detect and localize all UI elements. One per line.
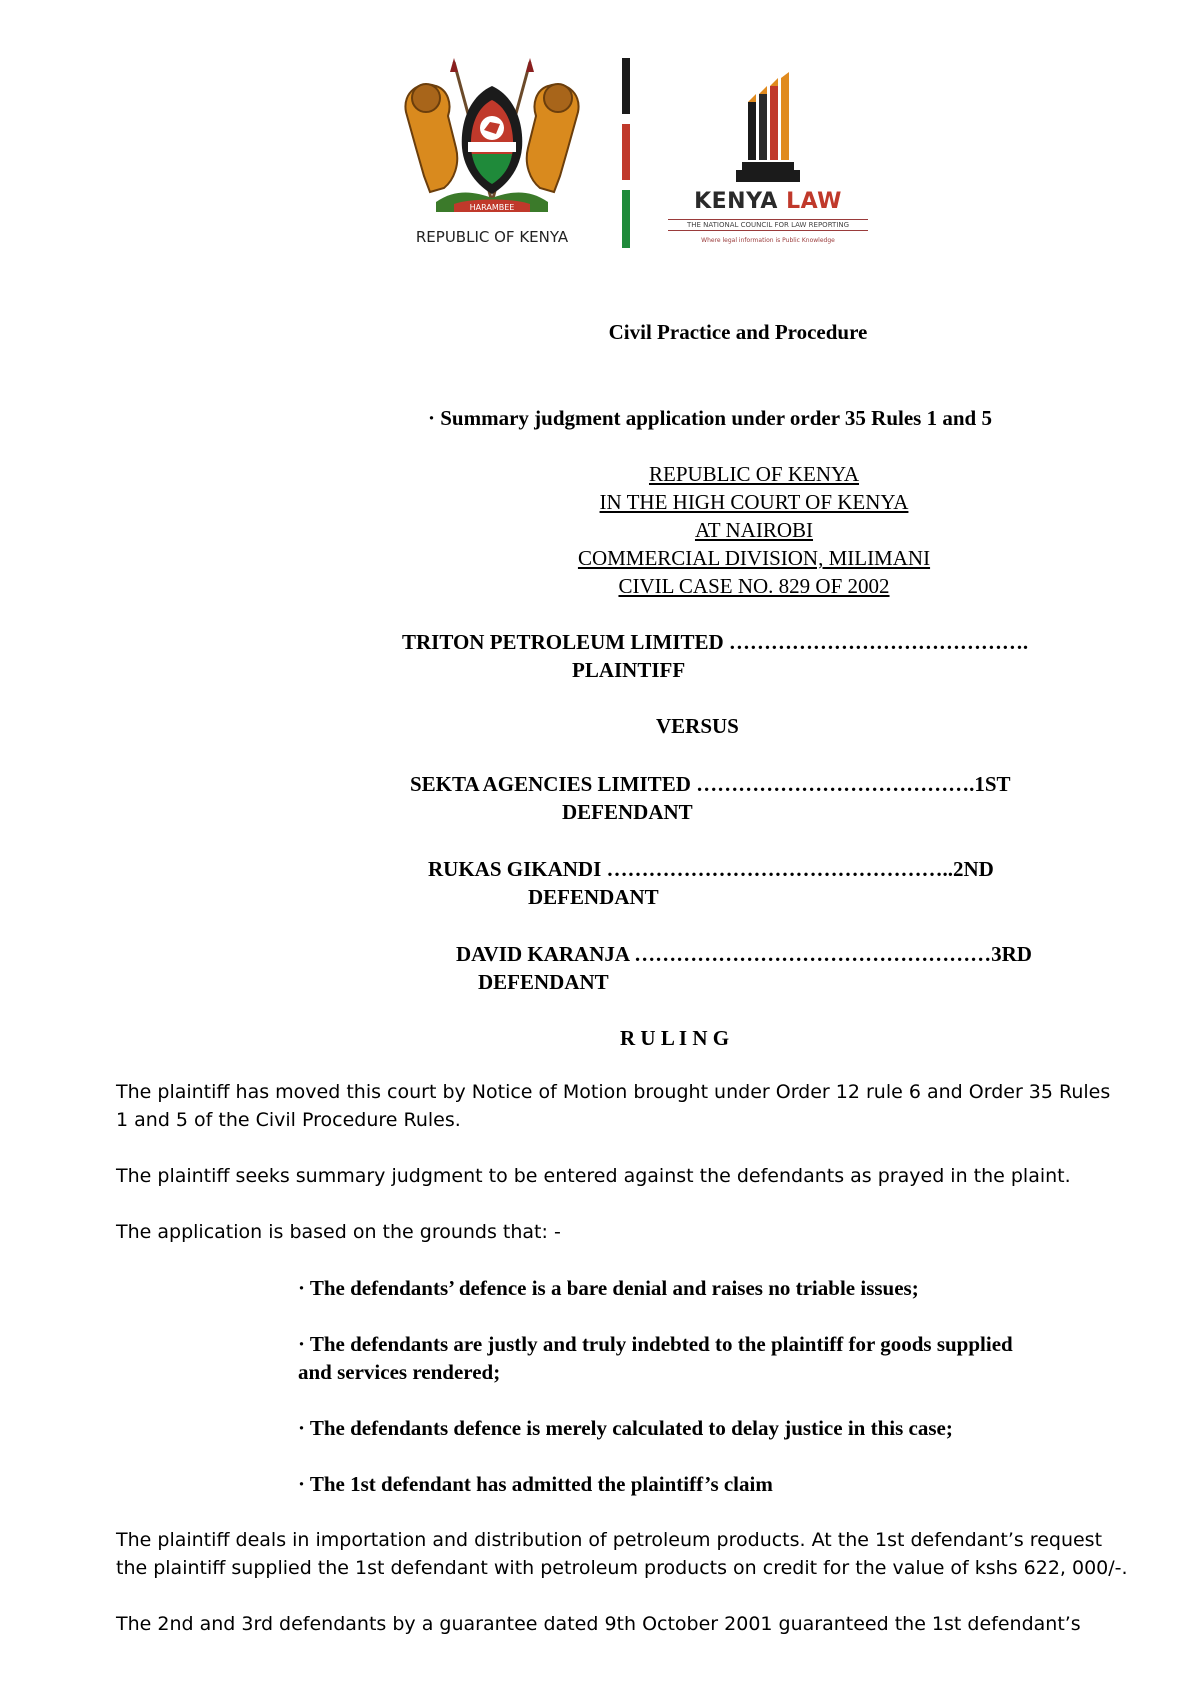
court-header-line-5: CIVIL CASE NO. 829 OF 2002 bbox=[618, 574, 890, 598]
plaintiff-line: TRITON PETROLEUM LIMITED ……………………………………. bbox=[402, 630, 1029, 654]
coat-of-arms-icon bbox=[396, 52, 588, 228]
defendant-2-line: RUKAS GIKANDI …………………………………………..2ND bbox=[428, 857, 994, 881]
pillars-icon bbox=[668, 72, 868, 184]
motto-text: HARAMBEE bbox=[469, 203, 515, 212]
document-topic: · Summary judgment application under order 35 Rules 1 and 5 bbox=[428, 406, 992, 430]
ground-1: · The defendants’ defence is a bare denial and raises no triable issues; bbox=[298, 1276, 919, 1300]
kenya-law-tagline: Where legal information is Public Knowledge bbox=[701, 237, 835, 244]
wordmark-kenya: KENYA bbox=[694, 189, 778, 214]
coat-of-arms-logo bbox=[396, 52, 588, 252]
defendant-2-role: DEFENDANT bbox=[528, 885, 659, 909]
kenya-law-wordmark bbox=[668, 189, 868, 214]
ground-4: · The 1st defendant has admitted the plaintiff’s claim bbox=[298, 1472, 773, 1496]
ground-2-line-1: · The defendants are justly and truly indebted to the plaintiff for goods supplied bbox=[298, 1332, 1013, 1356]
court-header-line-3: AT NAIROBI bbox=[694, 518, 814, 542]
paragraph-5: The 2nd and 3rd defendants by a guarantee dated 9th October 2001 guaranteed the 1st defendant’s bbox=[116, 1613, 1081, 1635]
plaintiff-role: PLAINTIFF bbox=[572, 658, 686, 682]
document-subject: Civil Practice and Procedure bbox=[608, 320, 868, 344]
defendant-3-line: DAVID KARANJA ……………………………………………3RD bbox=[456, 942, 1032, 966]
kenya-law-logo bbox=[668, 72, 868, 252]
republic-of-kenya-label: REPUBLIC OF KENYA bbox=[415, 228, 569, 246]
wordmark-law: LAW bbox=[786, 189, 842, 214]
versus-label: VERSUS bbox=[656, 714, 739, 738]
kenya-law-subtitle: THE NATIONAL COUNCIL FOR LAW REPORTING bbox=[668, 219, 868, 231]
paragraph-2: The plaintiff seeks summary judgment to be entered against the defendants as prayed in the plaint. bbox=[116, 1165, 1071, 1187]
paragraph-1-line-1: The plaintiff has moved this court by Notice of Motion brought under Order 12 rule 6 and Order 35 Rules bbox=[116, 1081, 1111, 1103]
flag-divider bbox=[622, 58, 630, 248]
ground-3: · The defendants defence is merely calculated to delay justice in this case; bbox=[298, 1416, 953, 1440]
court-header-line-4: COMMERCIAL DIVISION, MILIMANI bbox=[577, 546, 931, 570]
court-header-line-2: IN THE HIGH COURT OF KENYA bbox=[599, 490, 909, 514]
paragraph-4-line-1: The plaintiff deals in importation and distribution of petroleum products. At the 1st defendant’s request bbox=[116, 1529, 1103, 1551]
defendant-3-role: DEFENDANT bbox=[478, 970, 609, 994]
court-header-line-1: REPUBLIC OF KENYA bbox=[648, 462, 860, 486]
paragraph-3: The application is based on the grounds that: - bbox=[116, 1221, 561, 1243]
paragraph-4-line-2: the plaintiff supplied the 1st defendant with petroleum products on credit for the value of kshs 622, 000/-. bbox=[116, 1557, 1128, 1579]
paragraph-1-line-2: 1 and 5 of the Civil Procedure Rules. bbox=[116, 1109, 461, 1131]
defendant-1-role: DEFENDANT bbox=[562, 800, 693, 824]
ground-2-line-2: and services rendered; bbox=[298, 1360, 501, 1384]
defendant-1-line: SEKTA AGENCIES LIMITED ………………………………….1ST bbox=[410, 772, 1011, 796]
ruling-title: R U L I N G bbox=[620, 1026, 730, 1050]
